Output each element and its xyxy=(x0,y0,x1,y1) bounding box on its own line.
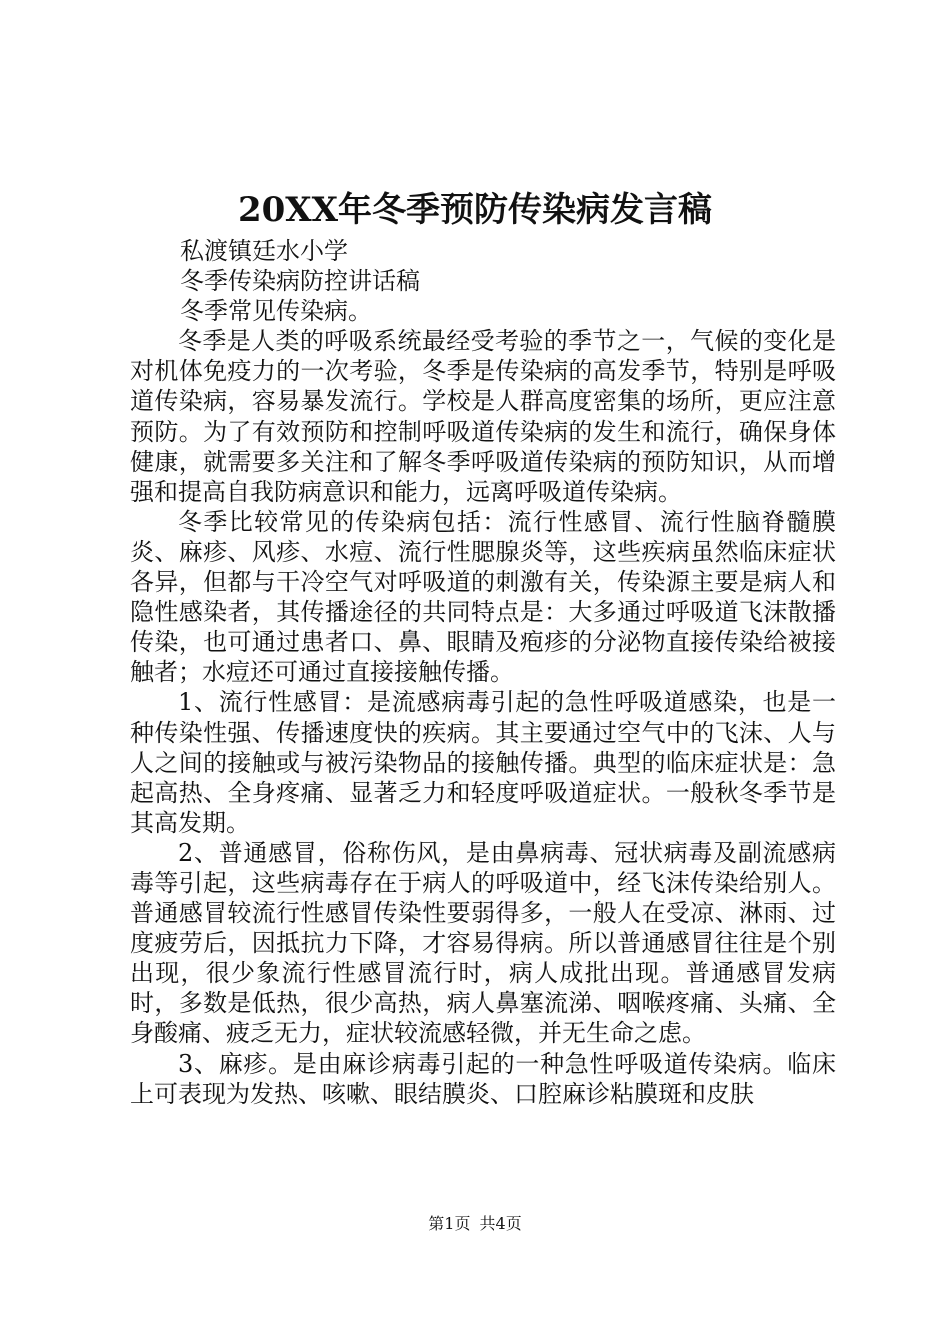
paragraph-measles: 3、麻疹。是由麻诊病毒引起的一种急性呼吸道传染病。临床上可表现为发热、咳嗽、眼结膜炎、口腔麻诊粘膜斑和皮肤 xyxy=(130,1049,836,1108)
section-heading: 冬季常见传染病。 xyxy=(180,297,372,326)
paragraph-influenza: 1、流行性感冒：是流感病毒引起的急性呼吸道感染，也是一种传染性强、传播速度快的疾病。其主要通过空气中的飞沫、人与人之间的接触或与被污染物品的接触传播。典型的临床症状是：急起高热、全身疼痛、显著乏力和轻度呼吸道症状。一般秋冬季节是其高发期。 xyxy=(130,688,836,837)
document-body xyxy=(130,236,836,1109)
speech-subtitle: 冬季传染病防控讲话稿 xyxy=(180,267,420,296)
paragraph-intro: 冬季是人类的呼吸系统最经受考验的季节之一，气候的变化是对机体免疫力的一次考验，冬季是传染病的高发季节，特别是呼吸道传染病，容易暴发流行。学校是人群高度密集的场所，更应注意预防。为了有效预防和控制呼吸道传染病的发生和流行，确保身体健康，就需要多关注和了解冬季呼吸道传染病的预防知识，从而增强和提高自我防病意识和能力，远离呼吸道传染病。 xyxy=(130,327,836,506)
page-total: 共4页 xyxy=(479,1214,522,1233)
school-name: 私渡镇廷水小学 xyxy=(180,237,348,265)
paragraph-common-diseases: 冬季比较常见的传染病包括：流行性感冒、流行性脑脊髓膜炎、麻疹、风疹、水痘、流行性腮腺炎等，这些疾病虽然临床症状各异，但都与干冷空气对呼吸道的刺激有关，传染源主要是病人和隐性感染者，其传播途径的共同特点是：大多通过呼吸道飞沫散播传染，也可通过患者口、鼻、眼睛及疱疹的分泌物直接传染给被接触者；水痘还可通过直接接触传播。 xyxy=(130,507,836,687)
page-number: 第1页 xyxy=(428,1214,471,1233)
document-title: 20XX年冬季预防传染病发言稿 xyxy=(237,190,713,230)
page-footer xyxy=(0,1212,950,1236)
paragraph-common-cold: 2、普通感冒，俗称伤风，是由鼻病毒、冠状病毒及副流感病毒等引起，这些病毒存在于病人的呼吸道中，经飞沫传染给别人。普通感冒较流行性感冒传染性要弱得多，一般人在受凉、淋雨、过度疲劳后，因抵抗力下降，才容易得病。所以普通感冒往往是个别出现，很少象流行性感冒流行时，病人成批出现。普通感冒发病时，多数是低热，很少高热，病人鼻塞流涕、咽喉疼痛、头痛、全身酸痛、疲乏无力，症状较流感轻微，并无生命之虑。 xyxy=(130,838,836,1048)
